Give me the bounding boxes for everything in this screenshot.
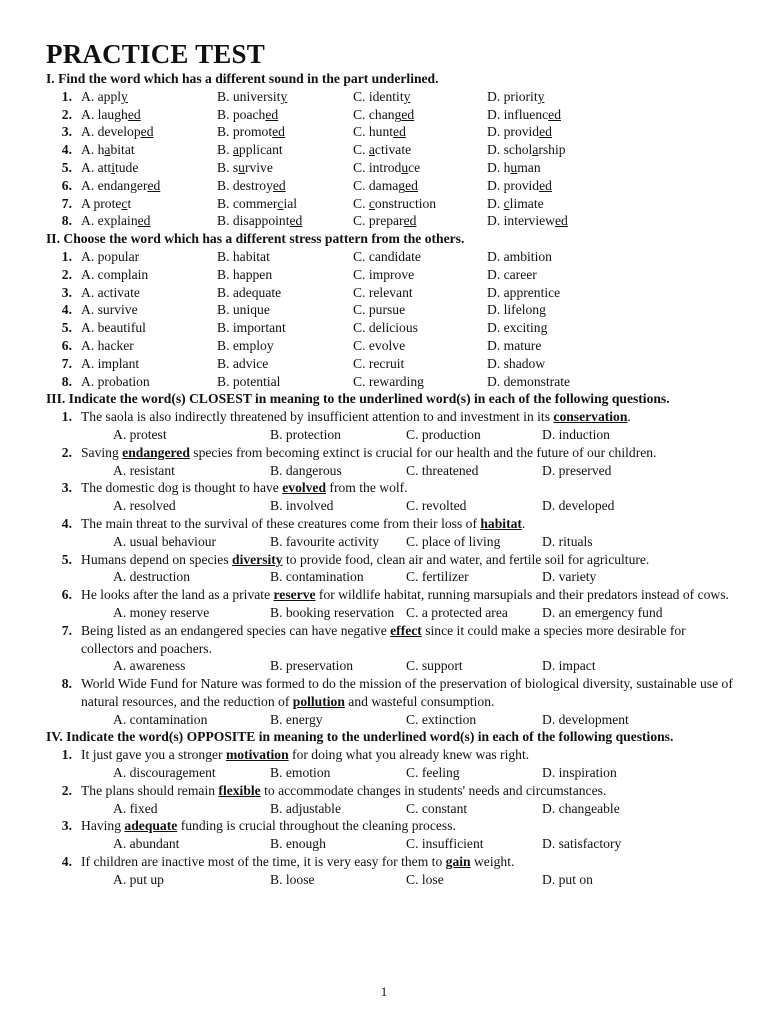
question-stem bbox=[46, 817, 736, 835]
answer-options bbox=[46, 871, 736, 889]
answer-options bbox=[46, 800, 736, 818]
page-title: PRACTICE TEST bbox=[46, 39, 265, 69]
question-number: 2. bbox=[61, 106, 72, 122]
underlined-part: ed bbox=[140, 124, 154, 140]
answer-option: D. exciting bbox=[487, 320, 548, 336]
underlined-part: ed bbox=[405, 177, 418, 193]
question-number: 8. bbox=[61, 213, 72, 229]
question-number: 4. bbox=[61, 854, 72, 870]
key-word: conservation bbox=[553, 409, 628, 425]
question-row bbox=[46, 301, 736, 319]
answer-option: B. happen bbox=[217, 266, 273, 282]
answer-option: B. important bbox=[217, 320, 286, 336]
question-row bbox=[46, 177, 736, 195]
question-text: Being listed as an endangered species can have negative effect since it could make a species more desirable for collectors and poachers. bbox=[81, 622, 686, 656]
section-4-heading: IV. Indicate the word(s) OPPOSITE in meaning to the underlined word(s) in each of the following questions. bbox=[46, 729, 674, 745]
underlined-part: a bbox=[232, 142, 239, 158]
question-number: 3. bbox=[61, 124, 72, 140]
answer-option: B. emotion bbox=[270, 765, 331, 781]
question-number: 4. bbox=[61, 515, 72, 531]
question-row bbox=[46, 195, 736, 213]
answer-option: A. protest bbox=[113, 426, 167, 442]
answer-options bbox=[46, 604, 736, 622]
question-row bbox=[46, 266, 736, 284]
question-text: The domestic dog is thought to have evolved from the wolf. bbox=[81, 480, 408, 496]
answer-option: D. put on bbox=[542, 871, 593, 887]
key-word: habitat bbox=[480, 515, 522, 531]
answer-option: D. interviewed bbox=[487, 213, 568, 229]
key-word: flexible bbox=[218, 782, 261, 798]
question-text: The plans should remain flexible to accommodate changes in students' needs and circumstances. bbox=[81, 782, 607, 798]
question-stem bbox=[46, 746, 736, 764]
answer-option: A. popular bbox=[81, 248, 140, 264]
answer-option: D. provided bbox=[487, 124, 552, 140]
underlined-part: a bbox=[368, 142, 375, 158]
question-text: It just gave you a stronger motivation for doing what you already knew was right. bbox=[81, 747, 530, 763]
page-number: 1 bbox=[380, 984, 388, 999]
question-text: The saola is also indirectly threatened by insufficient attention to and investment in its conservation. bbox=[81, 409, 631, 425]
question-text: Humans depend on species diversity to provide food, clean air and water, and fertile soil for agriculture. bbox=[81, 551, 650, 567]
answer-option: C. lose bbox=[406, 871, 444, 887]
answer-option: A protect bbox=[81, 195, 132, 211]
answer-options bbox=[46, 835, 736, 853]
answer-option: D. influenced bbox=[487, 106, 561, 122]
answer-options bbox=[46, 497, 736, 515]
answer-option: B. preservation bbox=[270, 658, 354, 674]
answer-options bbox=[46, 462, 736, 480]
key-word: endangered bbox=[122, 444, 190, 460]
section-2-items bbox=[46, 248, 736, 390]
answer-option: B. loose bbox=[270, 871, 315, 887]
answer-option: B. poached bbox=[217, 106, 279, 122]
underlined-part: c bbox=[277, 195, 284, 211]
underlined-part: y bbox=[280, 88, 288, 104]
answer-option: A. activate bbox=[81, 284, 140, 300]
question-row bbox=[46, 319, 736, 337]
answer-option: D. demonstrate bbox=[487, 373, 571, 389]
question-text: World Wide Fund for Nature was formed to do the mission of the preservation of biological diversity, sustainable use of natural resources, and the reduction of pollution and wasteful consumption. bbox=[81, 676, 733, 709]
answer-option: A. survive bbox=[81, 302, 138, 318]
answer-option: A. discouragement bbox=[113, 765, 216, 781]
answer-option: A. abundant bbox=[113, 836, 180, 852]
question-number: 3. bbox=[61, 284, 72, 300]
question-number: 1. bbox=[61, 248, 72, 264]
question-number: 6. bbox=[61, 587, 72, 603]
answer-option: B. protection bbox=[270, 426, 341, 442]
underlined-part: c bbox=[368, 195, 375, 211]
answer-options bbox=[46, 711, 736, 729]
question-number: 7. bbox=[61, 622, 72, 638]
question-text: He looks after the land as a private reserve for wildlife habitat, running marsupials and their predators instead of cows. bbox=[81, 587, 729, 603]
answer-option: D. impact bbox=[542, 658, 596, 674]
question-stem bbox=[46, 479, 736, 497]
underlined-part: ed bbox=[272, 124, 285, 140]
answer-option: D. shadow bbox=[487, 355, 546, 371]
answer-option: A. contamination bbox=[113, 711, 208, 727]
key-word: effect bbox=[390, 622, 422, 638]
answer-option: C. evolve bbox=[353, 337, 406, 353]
answer-option: A. complain bbox=[81, 266, 149, 282]
question-text: Saving endangered species from becoming extinct is crucial for our health and the future of our children. bbox=[81, 444, 657, 460]
answer-option: D. apprentice bbox=[487, 284, 561, 300]
answer-option: A. fixed bbox=[113, 800, 158, 816]
answer-option: A. endangered bbox=[81, 177, 161, 193]
answer-option: D. preserved bbox=[542, 462, 612, 478]
key-word: motivation bbox=[225, 747, 289, 763]
question-row bbox=[46, 355, 736, 373]
question-stem bbox=[46, 551, 736, 569]
key-word: adequate bbox=[124, 818, 178, 834]
answer-option: D. priority bbox=[487, 88, 545, 104]
answer-option: A. explained bbox=[81, 213, 151, 229]
answer-option: C. improve bbox=[353, 266, 415, 282]
answer-option: C. delicious bbox=[353, 320, 418, 336]
answer-option: B. adjustable bbox=[270, 800, 341, 816]
key-word: diversity bbox=[232, 551, 283, 567]
question-number: 3. bbox=[61, 818, 72, 834]
answer-option: C. activate bbox=[353, 142, 412, 158]
answer-option: B. applicant bbox=[217, 142, 283, 158]
answer-option: D. mature bbox=[487, 337, 542, 353]
answer-option: C. insufficient bbox=[406, 836, 484, 852]
answer-option: D. rituals bbox=[542, 533, 593, 549]
answer-option: C. constant bbox=[406, 800, 468, 816]
answer-option: B. advice bbox=[217, 355, 269, 371]
underlined-part: c bbox=[503, 195, 510, 211]
answer-option: A. destruction bbox=[113, 569, 191, 585]
answer-option: C. a protected area bbox=[406, 604, 508, 620]
underlined-part: ed bbox=[548, 106, 561, 122]
underlined-part: ed bbox=[554, 213, 568, 229]
underlined-part: ed bbox=[403, 213, 417, 229]
answer-option: A. awareness bbox=[113, 658, 186, 674]
key-word: pollution bbox=[292, 693, 345, 709]
answer-option: C. rewarding bbox=[353, 373, 424, 389]
question-row bbox=[46, 141, 736, 159]
section-4-items bbox=[46, 746, 736, 888]
question-number: 1. bbox=[61, 88, 72, 104]
question-number: 2. bbox=[61, 782, 72, 798]
answer-option: A. attitude bbox=[81, 159, 139, 175]
underlined-part: u bbox=[238, 159, 245, 175]
question-number: 8. bbox=[61, 676, 72, 692]
question-number: 1. bbox=[61, 747, 72, 763]
answer-option: D. career bbox=[487, 266, 537, 282]
answer-option: C. damaged bbox=[353, 177, 418, 193]
answer-option: D. developed bbox=[542, 498, 615, 514]
answer-option: B. adequate bbox=[217, 284, 282, 300]
question-row bbox=[46, 284, 736, 302]
question-row bbox=[46, 248, 736, 266]
answer-option: B. enough bbox=[270, 836, 326, 852]
answer-option: B. unique bbox=[217, 302, 270, 318]
question-stem bbox=[46, 515, 736, 533]
underlined-part: ed bbox=[272, 177, 286, 193]
question-row bbox=[46, 88, 736, 106]
test-content bbox=[46, 70, 736, 889]
answer-option: D. human bbox=[487, 159, 541, 175]
answer-option: B. dangerous bbox=[270, 462, 342, 478]
question-number: 3. bbox=[61, 480, 72, 496]
answer-option: B. potential bbox=[217, 373, 281, 389]
answer-option: C. production bbox=[406, 426, 481, 442]
answer-option: A. resistant bbox=[113, 462, 175, 478]
answer-option: B. promoted bbox=[217, 124, 285, 140]
question-stem bbox=[46, 782, 736, 800]
answer-option: B. survive bbox=[217, 159, 273, 175]
answer-option: D. variety bbox=[542, 569, 597, 585]
question-number: 1. bbox=[61, 409, 72, 425]
answer-option: C. recruit bbox=[353, 355, 405, 371]
answer-options bbox=[46, 657, 736, 675]
answer-option: B. commercial bbox=[217, 195, 298, 211]
section-2-heading: II. Choose the word which has a different stress pattern from the others. bbox=[46, 231, 465, 247]
answer-option: B. favourite activity bbox=[270, 533, 380, 549]
answer-option: B. university bbox=[217, 88, 288, 104]
question-text: Having adequate funding is crucial throughout the cleaning process. bbox=[81, 818, 456, 834]
section-3-heading: III. Indicate the word(s) CLOSEST in meaning to the underlined word(s) in each of the following questions. bbox=[46, 391, 670, 407]
question-stem bbox=[46, 586, 736, 604]
section-1-heading: I. Find the word which has a different sound in the part underlined. bbox=[46, 71, 439, 86]
question-number: 5. bbox=[61, 320, 72, 336]
answer-option: A. hacker bbox=[81, 337, 134, 353]
answer-option: A. resolved bbox=[113, 498, 176, 514]
underlined-part: y bbox=[537, 88, 545, 104]
answer-option: C. candidate bbox=[353, 248, 421, 264]
answer-option: A. probation bbox=[81, 373, 150, 389]
answer-options bbox=[46, 764, 736, 782]
underlined-part: a bbox=[532, 142, 539, 158]
answer-option: B. destroyed bbox=[217, 177, 286, 193]
question-number: 8. bbox=[61, 373, 72, 389]
answer-option: C. place of living bbox=[406, 533, 501, 549]
answer-options bbox=[46, 426, 736, 444]
answer-option: C. introduce bbox=[353, 159, 421, 175]
answer-option: D. an emergency fund bbox=[542, 604, 663, 620]
answer-option: B. involved bbox=[270, 498, 334, 514]
answer-option: A. habitat bbox=[81, 142, 135, 158]
underlined-part: ed bbox=[401, 106, 415, 122]
key-word: evolved bbox=[282, 480, 327, 496]
answer-option: C. support bbox=[406, 658, 463, 674]
answer-option: C. feeling bbox=[406, 765, 460, 781]
underlined-part: u bbox=[510, 159, 518, 175]
underlined-part: c bbox=[121, 195, 128, 211]
underlined-part: u bbox=[401, 159, 409, 175]
underlined-part: ed bbox=[539, 177, 552, 193]
question-number: 6. bbox=[61, 337, 72, 353]
answer-option: A. beautiful bbox=[81, 320, 146, 336]
answer-option: C. threatened bbox=[406, 462, 479, 478]
question-number: 4. bbox=[61, 142, 72, 158]
section-3-items bbox=[46, 408, 736, 728]
answer-option: C. identity bbox=[353, 88, 411, 104]
answer-option: A. apply bbox=[81, 88, 128, 104]
answer-option: D. ambition bbox=[487, 248, 552, 264]
answer-options bbox=[46, 568, 736, 586]
answer-option: B. employ bbox=[217, 337, 274, 353]
question-number: 2. bbox=[61, 444, 72, 460]
answer-option: D. provided bbox=[487, 177, 552, 193]
answer-option: C. pursue bbox=[353, 302, 406, 318]
answer-option: D. induction bbox=[542, 426, 610, 442]
question-number: 6. bbox=[61, 177, 72, 193]
underlined-part: i bbox=[111, 159, 115, 175]
question-row bbox=[46, 373, 736, 391]
underlined-part: ed bbox=[539, 124, 552, 140]
answer-option: A. developed bbox=[81, 124, 154, 140]
answer-option: A. implant bbox=[81, 355, 140, 371]
answer-option: B. booking reservation bbox=[270, 604, 395, 620]
answer-option: D. inspiration bbox=[542, 765, 617, 781]
question-number: 7. bbox=[61, 355, 72, 371]
answer-option: C. prepared bbox=[353, 213, 417, 229]
question-number: 2. bbox=[61, 266, 72, 282]
question-number: 7. bbox=[61, 195, 72, 211]
underlined-part: ed bbox=[393, 124, 406, 140]
answer-option: B. disappointed bbox=[217, 213, 303, 229]
answer-option: A. put up bbox=[113, 871, 164, 887]
question-number: 5. bbox=[61, 159, 72, 175]
question-stem bbox=[46, 622, 736, 658]
question-stem bbox=[46, 408, 736, 426]
question-row bbox=[46, 337, 736, 355]
answer-option: B. contamination bbox=[270, 569, 364, 585]
answer-option: A. usual behaviour bbox=[113, 533, 217, 549]
answer-option: C. construction bbox=[353, 195, 437, 211]
underlined-part: y bbox=[403, 88, 411, 104]
key-word: reserve bbox=[273, 587, 316, 603]
question-row bbox=[46, 212, 736, 230]
question-stem bbox=[46, 853, 736, 871]
underlined-part: a bbox=[104, 142, 111, 158]
question-number: 4. bbox=[61, 302, 72, 318]
question-row bbox=[46, 123, 736, 141]
answer-option: B. habitat bbox=[217, 248, 270, 264]
question-row bbox=[46, 106, 736, 124]
answer-options bbox=[46, 533, 736, 551]
answer-option: D. scholarship bbox=[487, 142, 566, 158]
answer-option: C. revolted bbox=[406, 498, 467, 514]
underlined-part: ed bbox=[137, 213, 151, 229]
answer-option: A. laughed bbox=[81, 106, 141, 122]
key-word: gain bbox=[445, 854, 471, 870]
question-row bbox=[46, 159, 736, 177]
answer-option: D. satisfactory bbox=[542, 836, 622, 852]
question-text: If children are inactive most of the time, it is very easy for them to gain weight. bbox=[81, 854, 515, 870]
underlined-part: ed bbox=[265, 106, 279, 122]
underlined-part: y bbox=[121, 88, 128, 104]
answer-option: D. development bbox=[542, 711, 629, 727]
answer-option: C. extinction bbox=[406, 711, 477, 727]
answer-option: A. money reserve bbox=[113, 604, 210, 620]
answer-option: C. hunted bbox=[353, 124, 406, 140]
answer-option: C. relevant bbox=[353, 284, 413, 300]
underlined-part: ed bbox=[289, 213, 303, 229]
section-1-items bbox=[46, 88, 736, 230]
answer-option: C. fertilizer bbox=[406, 569, 469, 585]
answer-option: D. climate bbox=[487, 195, 544, 211]
answer-option: B. energy bbox=[270, 711, 323, 727]
question-number: 5. bbox=[61, 551, 72, 567]
question-stem bbox=[46, 675, 736, 711]
answer-option: C. changed bbox=[353, 106, 415, 122]
question-text: The main threat to the survival of these creatures come from their loss of habitat. bbox=[81, 515, 526, 531]
answer-option: D. lifelong bbox=[487, 302, 546, 318]
underlined-part: ed bbox=[147, 177, 161, 193]
answer-option: D. changeable bbox=[542, 800, 620, 816]
question-stem bbox=[46, 444, 736, 462]
underlined-part: ed bbox=[127, 106, 141, 122]
